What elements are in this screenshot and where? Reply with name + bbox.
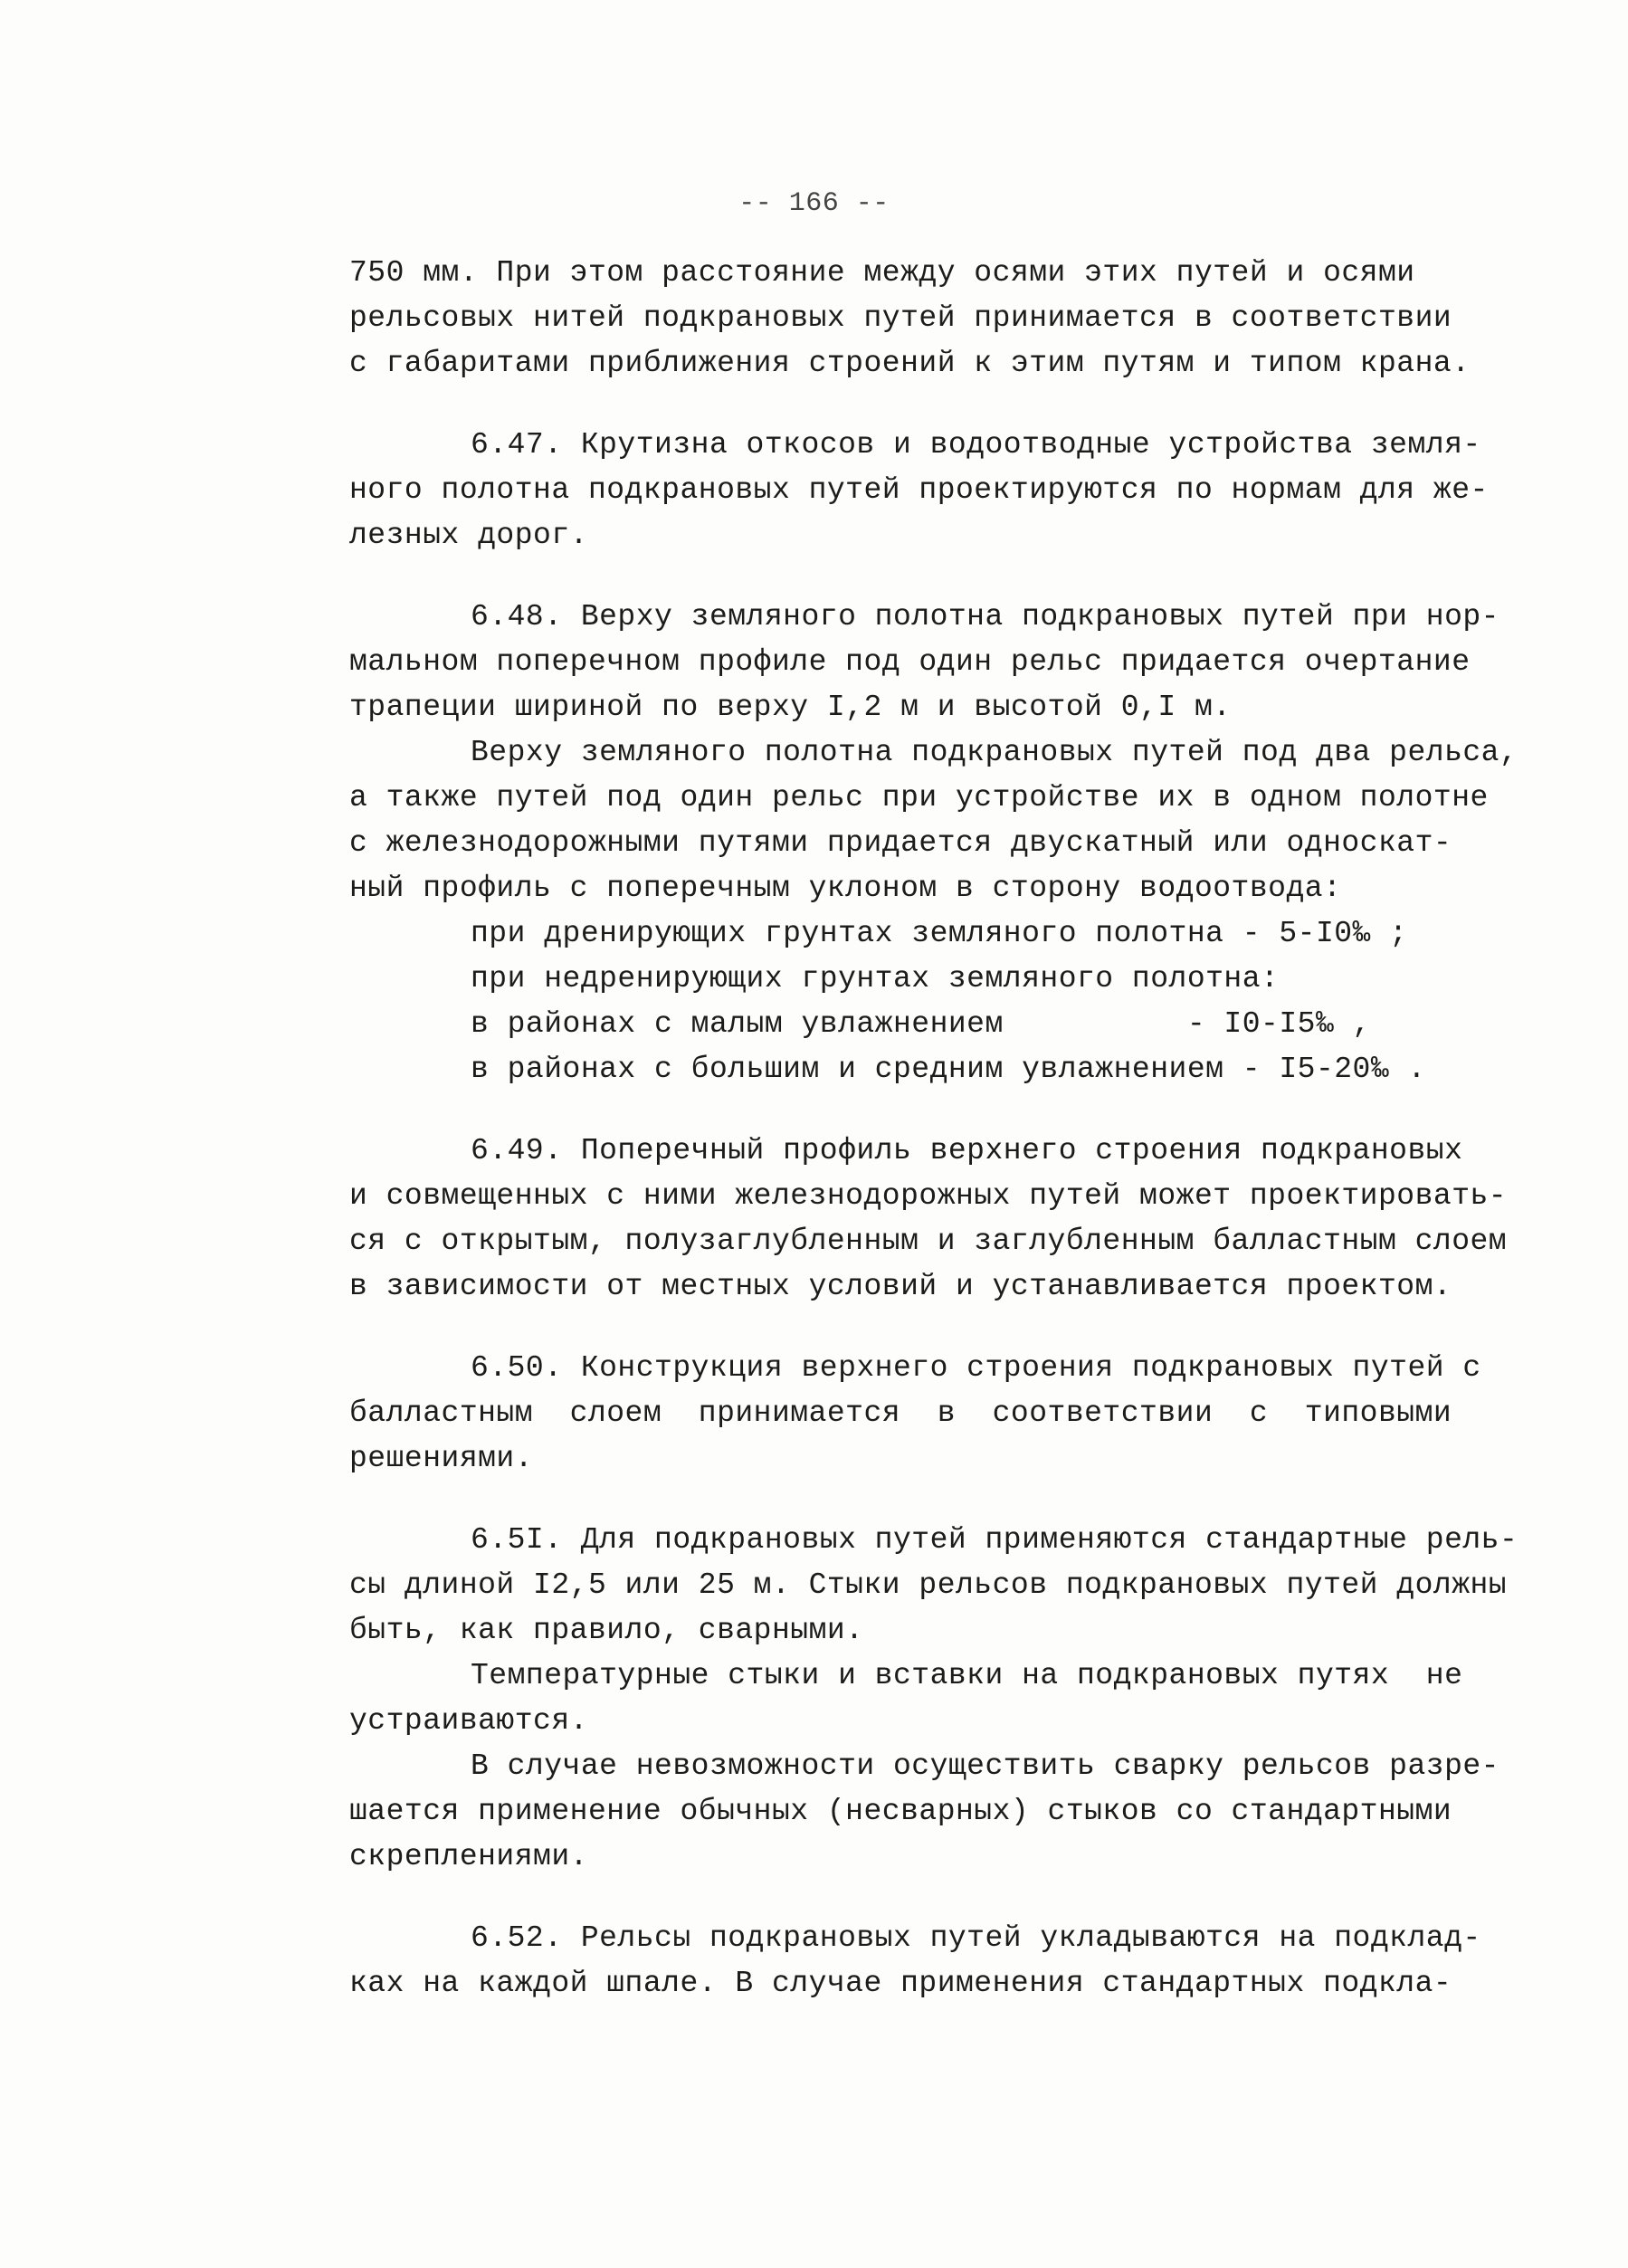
text-line: шается применение обычных (несварных) стыков со стандартными	[349, 1795, 1452, 1828]
text-line: а также путей под один рельс при устройстве их в одном полотне	[349, 781, 1489, 815]
page-number: -- 166 --	[738, 188, 890, 219]
list-item: в районах с большим и средним увлажнением - I5-20‰ .	[471, 1053, 1426, 1086]
text-line: В случае невозможности осуществить сварку рельсов разре-	[471, 1749, 1499, 1783]
text-line: балластным слоем принимается в соответствии с типовыми	[349, 1396, 1452, 1430]
text-line: мальном поперечном профиле под один рельс придается очертание	[349, 645, 1471, 679]
text-line: рельсовых нитей подкрановых путей принимается в соответствии	[349, 301, 1452, 335]
text-line: ках на каждой шпале. В случае применения стандартных подкла-	[349, 1967, 1452, 2000]
text-line: Температурные стыки и вставки на подкрановых путях не	[471, 1659, 1463, 1692]
text-line: и совмещенных с ними железнодорожных путей может проектировать-	[349, 1179, 1508, 1213]
text-line: устраиваются.	[349, 1704, 588, 1738]
text-line: 750 мм. При этом расстояние между осями этих путей и осями	[349, 256, 1415, 290]
paragraph-6-51: 6.5I. Для подкрановых путей применяются стандартные рель-	[471, 1523, 1519, 1557]
list-item: при недренирующих грунтах земляного полотна:	[471, 962, 1280, 996]
text-line: с габаритами приближения строений к этим путям и типом крана.	[349, 347, 1471, 380]
paragraph-6-49: 6.49. Поперечный профиль верхнего строения подкрановых	[471, 1134, 1463, 1167]
list-item: в районах с малым увлажнением - I0-I5‰ ,	[471, 1007, 1371, 1041]
text-line: с железнодорожными путями придается двускатный или односкат-	[349, 826, 1452, 860]
paragraph-6-47: 6.47. Крутизна откосов и водоотводные устройства земля-	[471, 428, 1481, 462]
text-line: скреплениями.	[349, 1840, 588, 1873]
text-line: трапеции шириной по верху I,2 м и высотой 0,I м.	[349, 691, 1232, 724]
text-line: в зависимости от местных условий и устанавливается проектом.	[349, 1270, 1452, 1303]
paragraph-6-52: 6.52. Рельсы подкрановых путей укладываются на подклад-	[471, 1921, 1481, 1955]
text-line: сы длиной I2,5 или 25 м. Стыки рельсов подкрановых путей должны	[349, 1568, 1508, 1602]
list-item: при дренирующих грунтах земляного полотна - 5-I0‰ ;	[471, 917, 1408, 950]
text-line: решениями.	[349, 1442, 534, 1475]
text-line: ный профиль с поперечным уклоном в сторону водоотвода:	[349, 872, 1342, 905]
paragraph-6-50: 6.50. Конструкция верхнего строения подкрановых путей с	[471, 1351, 1481, 1385]
text-line: лезных дорог.	[349, 519, 588, 552]
text-line: ся с открытым, полузаглубленным и заглубленным балластным слоем	[349, 1225, 1508, 1258]
text-line: Верху земляного полотна подкрановых путей под два рельса,	[471, 736, 1519, 769]
text-line: быть, как правило, сварными.	[349, 1614, 864, 1647]
paragraph-6-48: 6.48. Верху земляного полотна подкрановых путей при нор-	[471, 600, 1499, 634]
text-line: ного полотна подкрановых путей проектируются по нормам для же-	[349, 473, 1489, 507]
